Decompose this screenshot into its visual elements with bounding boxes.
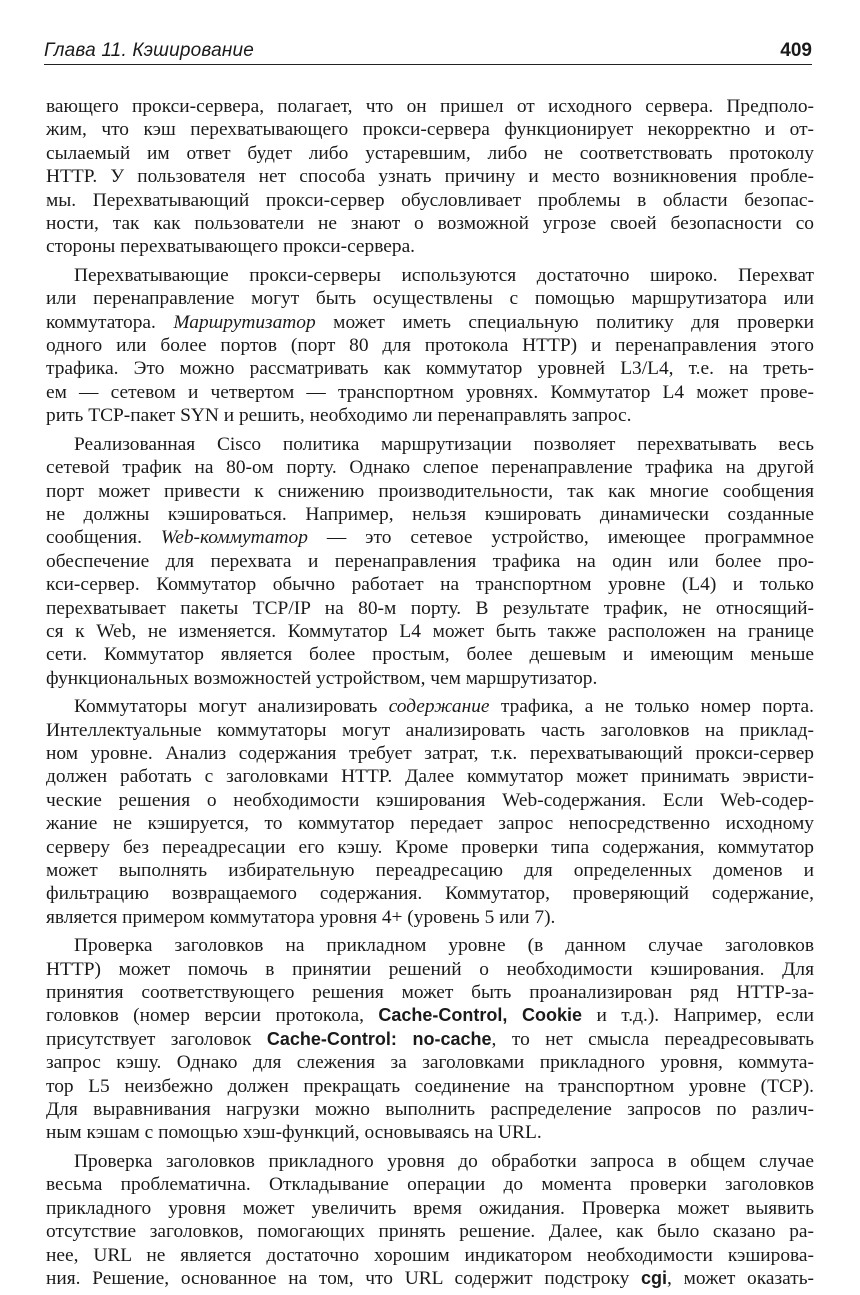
bold-term: Cache-Control, Cookie [378, 1005, 582, 1026]
text-line [46, 1267, 814, 1290]
text-line [46, 906, 814, 929]
text-line [46, 142, 814, 165]
text-line [46, 456, 814, 479]
text-line [46, 264, 814, 287]
text-run: жание не кэшируется, то коммутатор передает запрос непосредственно исходному [46, 813, 814, 835]
text-run: стороны перехватывающего прокси-сервера. [46, 236, 416, 258]
text-run: весьма проблематична. Откладывание операции до момента проверки заголовков [46, 1174, 814, 1196]
text-line [46, 1220, 814, 1243]
text-run: мы. Перехватывающий прокси-сервер обусловливает проблемы в области безопас- [46, 189, 814, 211]
text-run: жим, что кэш перехватывающего прокси-сервера функционирует некорректно и от- [46, 119, 814, 141]
text-line [46, 934, 814, 957]
text-run: нее, URL не является достаточно хорошим индикатором необходимости кэширова- [46, 1244, 814, 1266]
paragraph [46, 695, 814, 929]
text-line [46, 526, 814, 549]
text-run: Проверка заголовков на прикладном уровне (в данном случае заголовков [74, 935, 814, 957]
text-run: ческие решения о необходимости кэширования Web-содержания. Если Web-содер- [46, 789, 814, 811]
text-line [46, 1075, 814, 1098]
text-run: может выполнять избирательную переадресацию для определенных доменов и [46, 860, 814, 881]
text-line [46, 1197, 814, 1220]
text-line [46, 1244, 814, 1267]
text-line [46, 573, 814, 596]
text-line [46, 118, 814, 141]
text-run: не должны кэшироваться. Например, нельзя кэшировать динамически созданные [46, 503, 814, 525]
text-line [46, 1004, 814, 1027]
text-run: ся к Web, не изменяется. Коммутатор L4 может быть также расположен на границе [46, 620, 814, 642]
text-line [46, 620, 814, 643]
running-head [44, 40, 812, 65]
bold-term: cgi [641, 1267, 668, 1288]
text-line [46, 1121, 814, 1144]
text-line [46, 643, 814, 666]
text-run: ным кэшам с помощью хэш-функций, основываясь на URL. [46, 1122, 542, 1144]
paragraph [46, 1150, 814, 1290]
text-line [46, 550, 814, 573]
text-line [46, 958, 814, 981]
text-line [46, 719, 814, 742]
text-line [46, 981, 814, 1004]
text-run: порт может привести к снижению производительности, так как многие сообщения [46, 480, 814, 502]
text-run: , может оказать- [667, 1267, 814, 1289]
text-run: ем — сетевом и четвертом — транспортном уровнях. Коммутатор L4 может прове- [46, 381, 814, 403]
text-line [46, 882, 814, 905]
text-line [46, 189, 814, 212]
page-number: 409 [780, 40, 812, 61]
text-run: одного или более портов (порт 80 для протокола HTTP) и перенаправления этого [46, 335, 814, 357]
text-run: является примером коммутатора уровня 4+ (уровень 5 или 7). [46, 906, 556, 928]
text-run: функциональных возможностей устройством, чем маршрутизатор. [46, 667, 598, 689]
paragraph [46, 95, 814, 259]
text-line [46, 1028, 814, 1051]
text-line [46, 1098, 814, 1121]
text-run: ном уровне. Анализ содержания требует затрат, т.к. перехватывающий прокси-сервер [46, 742, 814, 764]
emphasized-term: Web-коммутатор [160, 527, 308, 549]
text-run: сылаемый им ответ будет либо устаревшим, либо не соответствовать протоколу [46, 142, 814, 164]
text-run: перехватывает пакеты TCP/IP на 80-м порту. В результате трафик, не относящий- [46, 597, 814, 619]
text-line [46, 165, 814, 188]
text-run: сообщения. [46, 527, 161, 549]
text-line [46, 1150, 814, 1173]
text-run: Проверка заголовков прикладного уровня до обработки запроса в общем случае [74, 1150, 814, 1172]
text-run: Для выравнивания нагрузки можно выполнить распределение запросов по различ- [46, 1099, 814, 1121]
text-run: трафика, а не только номер порта. [489, 696, 814, 718]
text-run: или перенаправление могут быть осуществлены с помощью маршрутизатора или [46, 288, 814, 310]
text-run: — это сетевое устройство, имеющее программное [307, 527, 814, 549]
emphasized-term: содержание [388, 696, 490, 718]
text-run: отсутствие заголовков, помогающих принять решение. Далее, как было сказано ра- [46, 1221, 814, 1243]
text-line [46, 597, 814, 620]
text-run: присутствует заголовок [46, 1028, 267, 1050]
text-run: принятия соответствующего решения может быть проанализирован ряд HTTP-за- [46, 982, 814, 1004]
text-run: может иметь специальную политику для проверки [315, 311, 814, 333]
text-line [46, 357, 814, 380]
text-line [46, 433, 814, 456]
text-line [46, 765, 814, 788]
text-run: кси-сервер. Коммутатор обычно работает на транспортном уровне (L4) и только [46, 574, 814, 596]
text-line [46, 212, 814, 235]
text-run: HTTP) может помочь в принятии решений о необходимости кэширования. Для [46, 958, 814, 980]
chapter-title: Глава 11. Кэширование [44, 40, 255, 61]
text-line [46, 95, 814, 118]
text-run: должен работать с заголовками HTTP. Далее коммутатор может принимать эвристи- [46, 766, 814, 788]
body-text [46, 95, 814, 1295]
text-line [46, 836, 814, 859]
text-run: ности, так как пользователи не знают о возможной угрозе своей безопасности со [46, 213, 814, 235]
text-run: и т.д.). Например, если [582, 1005, 815, 1027]
text-run: сети. Коммутатор является более простым, более дешевым и имеющим меньше [46, 644, 814, 666]
text-run: запрос кэшу. Однако для слежения за заголовками прикладного уровня, коммута- [46, 1052, 814, 1074]
text-run: головков (номер версии протокола, [46, 1005, 379, 1027]
text-line [46, 287, 814, 310]
text-run: прикладного уровня может увеличить время ожидания. Проверка может выявить [46, 1197, 814, 1219]
text-run: сетевой трафик на 80-ом порту. Однако слепое перенаправление трафика на другой [46, 457, 814, 479]
text-run: обеспечение для перехвата и перенаправления трафика на один или более про- [46, 550, 814, 572]
text-run: фильтрацию возвращаемого содержания. Коммутатор, проверяющий содержание, [46, 883, 814, 905]
text-line [46, 1051, 814, 1074]
text-line [46, 1173, 814, 1196]
text-run: Реализованная Cisco политика маршрутизации позволяет перехватывать весь [74, 433, 814, 455]
text-run: HTTP. У пользователя нет способа узнать причину и место возникновения пробле- [46, 166, 814, 188]
text-run: рить TCP-пакет SYN и решить, необходимо ли перенаправлять запрос. [46, 405, 632, 427]
paragraph [46, 934, 814, 1145]
text-line [46, 503, 814, 526]
text-line [46, 311, 814, 334]
text-line [46, 859, 814, 882]
text-line [46, 381, 814, 404]
text-line [46, 235, 814, 258]
emphasized-term: Маршрутизатор [173, 311, 316, 333]
text-run: коммутатора. [46, 311, 174, 333]
text-run: , то нет смысла переадресовывать [491, 1028, 814, 1050]
text-run: Коммутаторы могут анализировать [74, 696, 389, 718]
text-run: серверу без переадресации его кэшу. Кроме проверки типа содержания, коммутатор [46, 836, 814, 858]
text-run: трафика. Это можно рассматривать как коммутатор уровней L3/L4, т.е. на треть- [46, 358, 814, 380]
paragraph [46, 264, 814, 428]
text-line [46, 812, 814, 835]
text-line [46, 667, 814, 690]
text-run: вающего прокси-сервера, полагает, что он пришел от исходного сервера. Предполо- [46, 96, 814, 117]
text-line [46, 404, 814, 427]
text-run: тор L5 неизбежно должен прекращать соединение на транспортном уровне (TCP). [46, 1075, 814, 1097]
paragraph [46, 433, 814, 690]
text-line [46, 695, 814, 718]
text-run: Интеллектуальные коммутаторы могут анализировать часть заголовков на приклад- [46, 719, 814, 741]
bold-term: Cache-Control: no-cache [266, 1028, 492, 1049]
text-run: Перехватывающие прокси-серверы используются достаточно широко. Перехват [74, 264, 814, 286]
text-line [46, 742, 814, 765]
text-line [46, 480, 814, 503]
text-run: ния. Решение, основанное на том, что URL содержит подстроку [46, 1267, 642, 1289]
text-line [46, 789, 814, 812]
text-line [46, 334, 814, 357]
